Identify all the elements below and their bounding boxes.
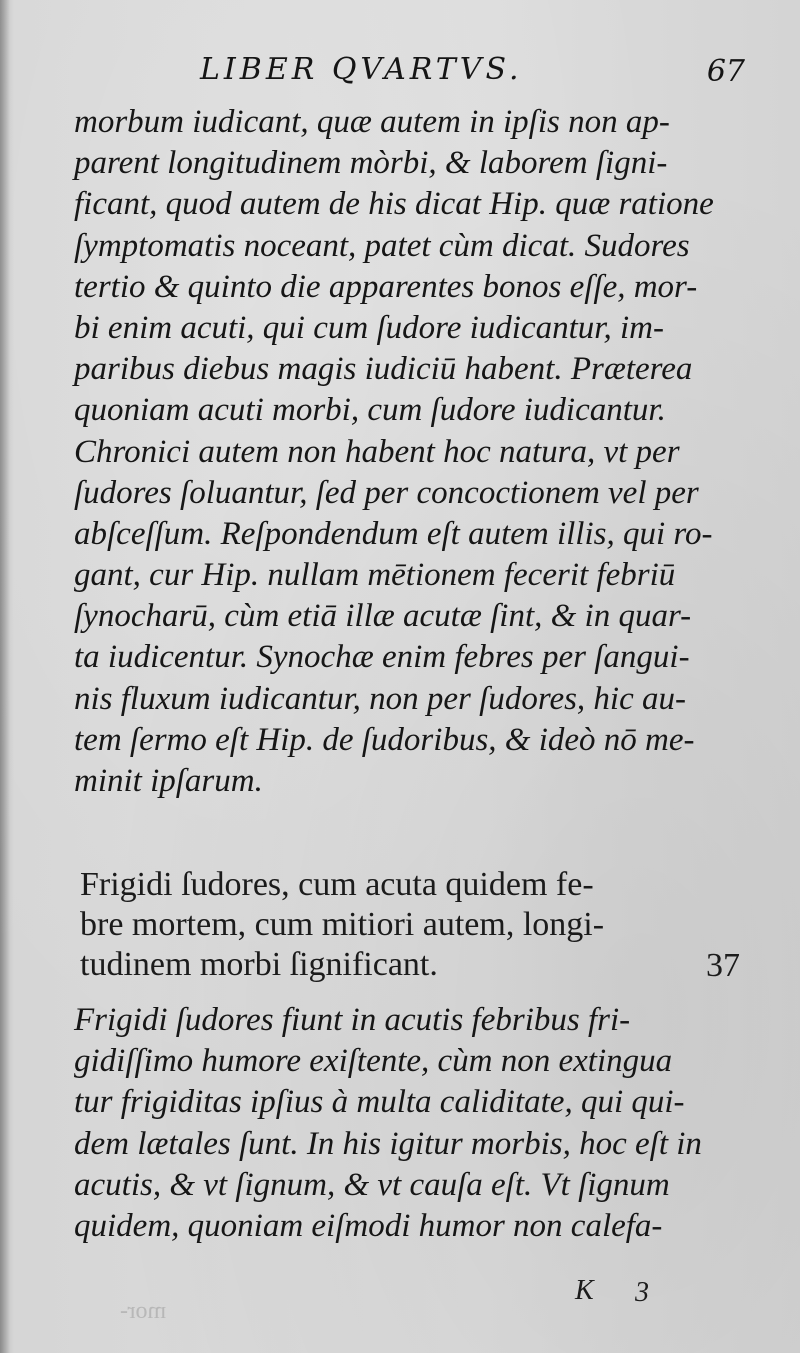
text-line: tur frigiditas ipſius à multa caliditate, qui qui- [74,1084,685,1121]
text-line: ficant, quod autem de his dicat Hip. quæ ratione [74,186,714,223]
text-line: tertio & quinto die apparentes bonos eſſe, mor- [74,268,698,305]
text-line: bi enim acuti, qui cum ſudore iudicantur, im- [74,309,664,346]
page-header [200,52,745,102]
commentary-block [74,102,742,802]
aphorism-line: bre mortem, cum mitiori autem, longi- [80,906,605,943]
text-line: nis fluxum iudicantur, non per ſudores, hic au- [74,680,686,717]
text-line: gant, cur Hip. nullam mētionem fecerit febriū [74,557,676,594]
text-line: Chronici autem non habent hoc natura, vt per [74,433,680,470]
running-head: LIBER QVARTVS. [200,52,523,87]
text-line: paribus diebus magis iudiciū habent. Præterea [74,351,693,388]
text-line: tem ſermo eſt Hip. de ſudoribus, & ideò nō me- [74,721,695,758]
text-line: morbum iudicant, quæ autem in ipſis non ap- [74,104,670,140]
text-line: quidem, quoniam eiſmodi humor non calefa- [74,1207,663,1244]
commentary-block [74,1000,742,1247]
text-line: ſymptomatis noceant, patet cùm dicat. Sudores [74,227,690,264]
text-line: dem lætales ſunt. In his igitur morbis, hoc eſt in [74,1125,702,1162]
text-line: quoniam acuti morbi, cum ſudore iudicantur. [74,392,666,429]
bleed-through-text: mor- [120,1298,167,1324]
aphorism-number: 37 [706,947,740,984]
text-line: minit ipſarum. [74,763,263,799]
aphorism-line: tudinem morbi ſignificant. [80,946,438,983]
text-line: gidiſſimo humore exiſtente, cùm non extingua [74,1043,673,1080]
signature-number: 3 [635,1277,649,1308]
text-line: Frigidi ſudores fiunt in acutis febribus fri- [74,1002,631,1038]
aphorism-line: Frigidi ſudores, cum acuta quidem fe- [80,866,594,903]
text-line: parent longitudinem mòrbi, & laborem ſigni- [74,145,668,182]
signature-mark [575,1275,675,1315]
signature-letter: K [575,1275,594,1306]
page-number: 67 [706,54,745,89]
text-line: ſynocharū, cùm etiā illæ acutæ ſint, & in quar- [74,598,692,635]
text-line: acutis, & vt ſignum, & vt cauſa eſt. Vt ſignum [74,1166,670,1203]
text-line: ta iudicentur. Synochæ enim febres per ſangui- [74,639,690,676]
text-line: ſudores ſoluantur, ſed per concoctionem vel per [74,474,699,511]
gutter-shadow [0,0,10,1353]
text-line: abſceſſum. Reſpondendum eſt autem illis, qui ro- [74,515,713,552]
aphorism-block [80,865,740,985]
